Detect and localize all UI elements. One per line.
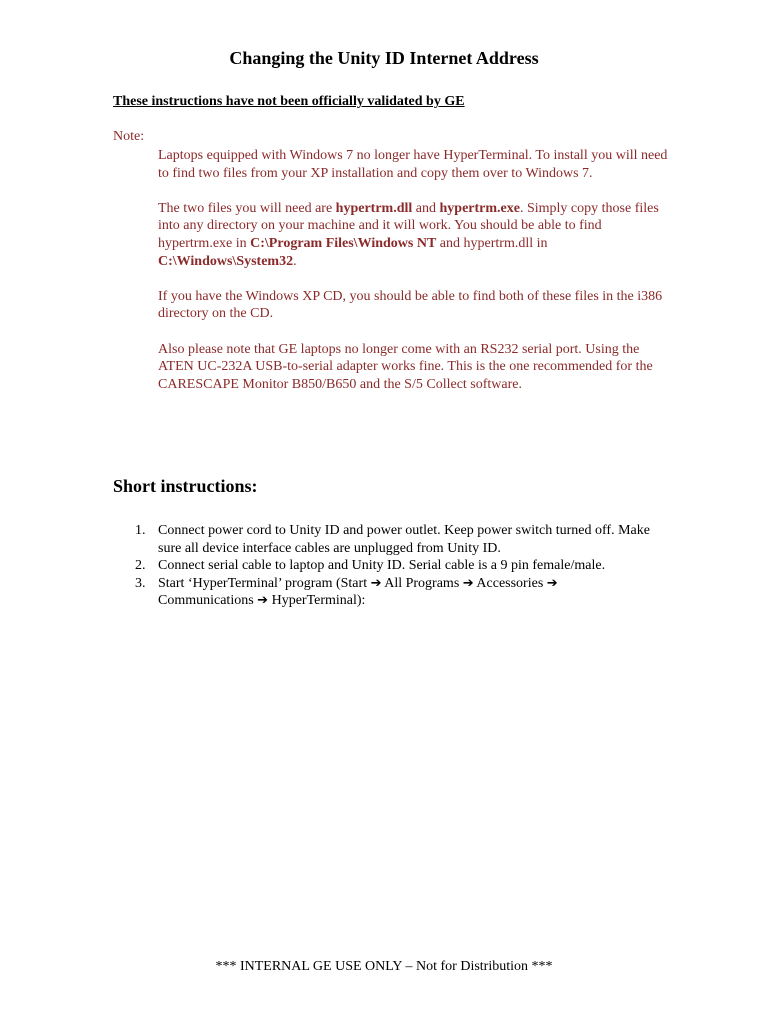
list-item (113, 557, 673, 575)
note-paragraph-3: If you have the Windows XP CD, you should be able to find both of these files in the i386 directory on the CD. (158, 288, 663, 322)
list-number: 3. (135, 575, 146, 591)
list-item-text: Start ‘HyperTerminal’ program (Start (158, 575, 371, 591)
list-item-text: Connect serial cable to laptop and Unity ID. Serial cable is a 9 pin female/male. (158, 558, 606, 574)
list-item (113, 522, 673, 557)
list-item-text: Accessories (473, 575, 547, 591)
note-label: Note: (113, 129, 145, 144)
footer-notice: *** INTERNAL GE USE ONLY – Not for Distribution *** (215, 959, 553, 974)
document-title: Changing the Unity ID Internet Address (229, 48, 539, 68)
arrow-icon: ➔ (370, 575, 382, 591)
file-name: hypertrm.dll (335, 200, 413, 216)
list-item-text: All Programs (381, 575, 463, 591)
list-item (113, 575, 673, 610)
note-text: and hypertrm.dll in (436, 235, 548, 251)
list-number: 2. (135, 558, 146, 574)
list-number: 1. (135, 523, 146, 538)
note-text: The two files you will need are (158, 200, 336, 216)
note-paragraph-1: Laptops equipped with Windows 7 no longer have HyperTerminal. To install you will need to find two files from your XP installation and copy them over to Windows 7. (158, 148, 668, 181)
list-item-text: Communications (158, 593, 258, 609)
arrow-icon: ➔ (546, 575, 558, 591)
validation-warning: These instructions have not been officially validated by GE (113, 94, 465, 109)
note-text: . Simply copy those files into any directory on your machine and it will work. You should be able to find hypertrm.exe in (158, 200, 659, 251)
arrow-icon: ➔ (462, 575, 474, 591)
file-name: hypertrm.exe (439, 200, 520, 216)
list-item-text: HyperTerminal): (268, 593, 366, 609)
folder-path: C:\Windows\System32 (158, 253, 294, 269)
note-body (158, 147, 668, 411)
list-item-text: Connect power cord to Unity ID and power outlet. Keep power switch turned off. Make sure all device interface cables are unplugged from Unity ID. (158, 523, 650, 556)
arrow-icon: ➔ (257, 593, 269, 609)
note-text: . (293, 253, 297, 269)
instruction-list (113, 522, 673, 610)
note-paragraph-4: Also please note that GE laptops no longer come with an RS232 serial port. Using the ATEN UC-232A USB-to-serial adapter works fine. This is the one recommended for the CARESCAPE Monitor B850/B650 and the S/5 Collect software. (158, 341, 653, 392)
note-text: and (412, 200, 440, 216)
folder-path: C:\Program Files\Windows NT (250, 235, 437, 251)
note-paragraph-2 (158, 200, 668, 270)
short-instructions-heading: Short instructions: (113, 476, 258, 496)
